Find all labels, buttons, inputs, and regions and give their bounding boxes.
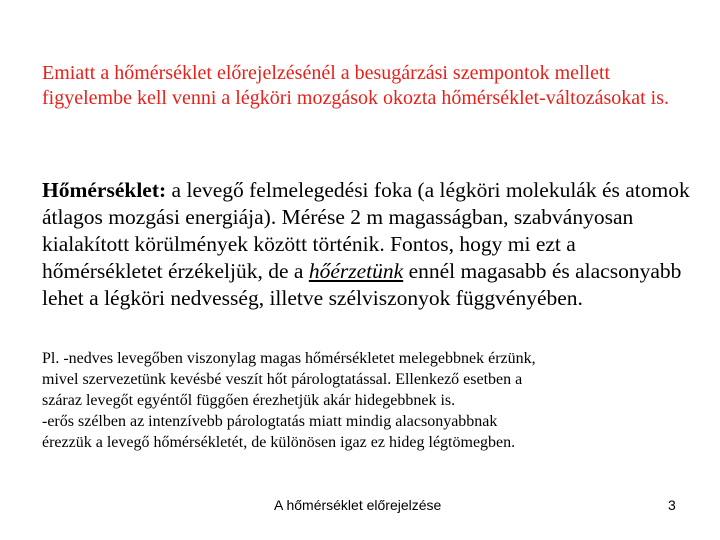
example-line: száraz levegőt egyéntől függően érezhetjük akár hidegebbnek is. — [42, 392, 456, 409]
definition-term: Hőmérséklet: — [42, 178, 167, 202]
definition-paragraph — [42, 177, 692, 312]
definition-emphasis: hőérzetünk — [308, 259, 404, 283]
page-number: 3 — [668, 497, 676, 513]
example-line: -erős szélben az intenzívebb párologtatás miatt mindig alacsonyabbnak — [42, 413, 498, 430]
example-line: érezzük a levegő hőmérsékletét, de különösen igaz ez hideg légtömegben. — [42, 434, 516, 451]
example-line: Pl. -nedves levegőben viszonylag magas hőmérsékletet melegebbnek érzünk, — [42, 350, 536, 367]
definition-text-after: ennél magasabb és alacsonyabb lehet a légköri nedvesség, illetve szélviszonyok függvényében. — [42, 259, 682, 310]
example-line: mivel szervezetünk kevésbé veszít hőt párologtatással. Ellenkező esetben a — [42, 371, 523, 388]
footer-title: A hőmérséklet előrejelzése — [274, 497, 442, 513]
intro-paragraph: Emiatt a hőmérséklet előrejelzésénél a besugárzási szempontok mellett figyelembe kell venni a légköri mozgások okozta hőmérséklet-változásokat is. — [42, 62, 670, 109]
examples-paragraph — [42, 348, 702, 453]
definition-text-before: a levegő felmelegedési foka (a légköri molekulák és atomok átlagos mozgási energiája). Mérése 2 m magasságban, szabványosan kialakított körülmények között történik. Fontos, hogy mi ezt a hőmérsékletet érzékeljük, de a — [42, 178, 690, 283]
